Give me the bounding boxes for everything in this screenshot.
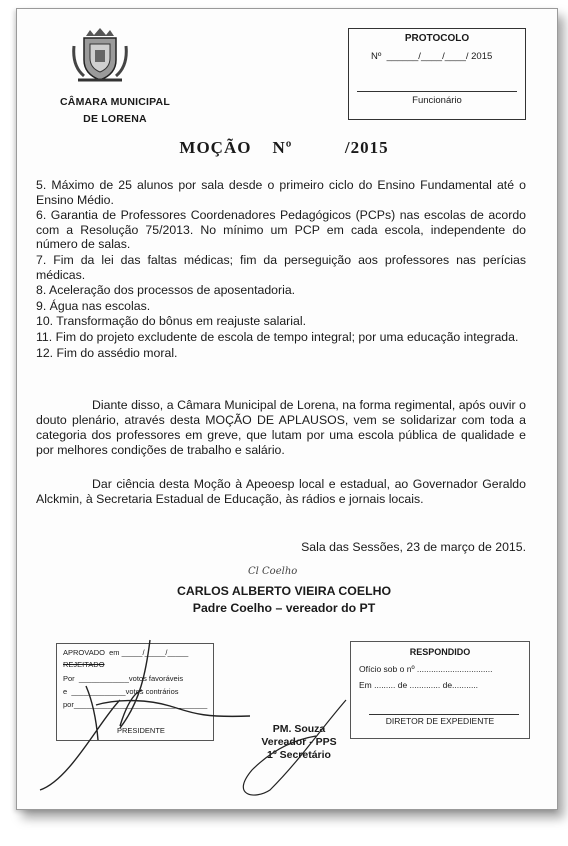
secretary-stamp [244,723,354,762]
director-signature-line [369,714,519,715]
chamber-name-line2: DE LORENA [83,113,147,125]
list-item: 11. Fim do projeto excludente de escola de tempo integral; por uma educação integrada. [36,329,519,344]
list-item: 9. Água nas escolas. [36,298,151,313]
protocol-title: PROTOCOLO [404,33,470,44]
signer-role: Padre Coelho – vereador do PT [192,601,376,615]
motion-paragraph: Diante disso, a Câmara Municipal de Lorena, na forma regimental, após ouvir o douto plenário, através desta MOÇÃO DE APLAUSOS, vem se solidarizar com toda a categoria dos professores em greve, que lutam por uma escola pública de qualidade e por melhores condições de trabalho e salário. [36,398,526,457]
votes-against-line: e _____________votos contrários [63,687,179,696]
protocol-box [348,28,526,120]
list-item: 12. Fim do assédio moral. [36,345,178,360]
director-label: DIRETOR DE EXPEDIENTE [385,716,495,726]
list-item: 6. Garantia de Professores Coordenadores Pedagógicos (PCPs) nas escolas de acordo com a Resolução 75/2013. No mínimo um PCP em cada escola, independente do número de salas. [36,208,526,252]
approval-stamp [56,643,214,741]
responded-date-line: Em ......... de ............. de........... [359,680,479,690]
secretary-role: Vereador - PPS [261,736,337,748]
secretary-name: PM. Souza [272,723,326,735]
session-date: Sala das Sessões, 23 de março de 2015. [301,540,526,554]
chamber-name-line1: CÂMARA MUNICIPAL [60,96,170,108]
responded-stamp [350,641,530,739]
protocol-signature-line [357,91,517,92]
notification-paragraph: Dar ciência desta Moção à Apeoesp local e estadual, ao Governador Geraldo Alckmin, à Secretaria Estadual de Educação, às rádios e jornais locais. [36,477,526,506]
approved-line: APROVADO em _____/_____/_____ [63,648,189,657]
oficio-line: Ofício sob o nº ................................ [359,664,493,674]
votes-for-line: Por ____________votos favoráveis [63,674,184,683]
president-label: PRESIDENTE [117,726,165,735]
list-item: 5. Máximo de 25 alunos por sala desde o primeiro ciclo do Ensino Fundamental até o Ensino Médio. [36,178,526,207]
city-coat-of-arms-icon [70,26,130,88]
secretary-title: 1º Secretário [267,749,331,761]
list-item: 8. Aceleração dos processos de aposentadoria. [36,283,296,298]
signer-block [0,583,568,617]
demands-list [36,178,526,361]
list-item: 10. Transformação do bônus em reajuste salarial. [36,314,306,329]
protocol-number-line: Nº ______/____/____/ 2015 [371,51,493,62]
protocol-signature-label: Funcionário [412,95,462,106]
rejected-line: REJEITADO [63,660,105,669]
chamber-name [30,94,200,128]
list-item: 7. Fim da lei das faltas médicas; fim da perseguição aos professores nas perícias médicas. [36,252,526,282]
signer-name: CARLOS ALBERTO VIEIRA COELHO [176,584,392,598]
responded-title: RESPONDIDO [409,647,471,657]
handwritten-signature: Cl Coelho [248,566,298,577]
by-line: por________________________________ [63,700,208,709]
motion-title: MOÇÃO Nº /2015 [179,138,389,157]
